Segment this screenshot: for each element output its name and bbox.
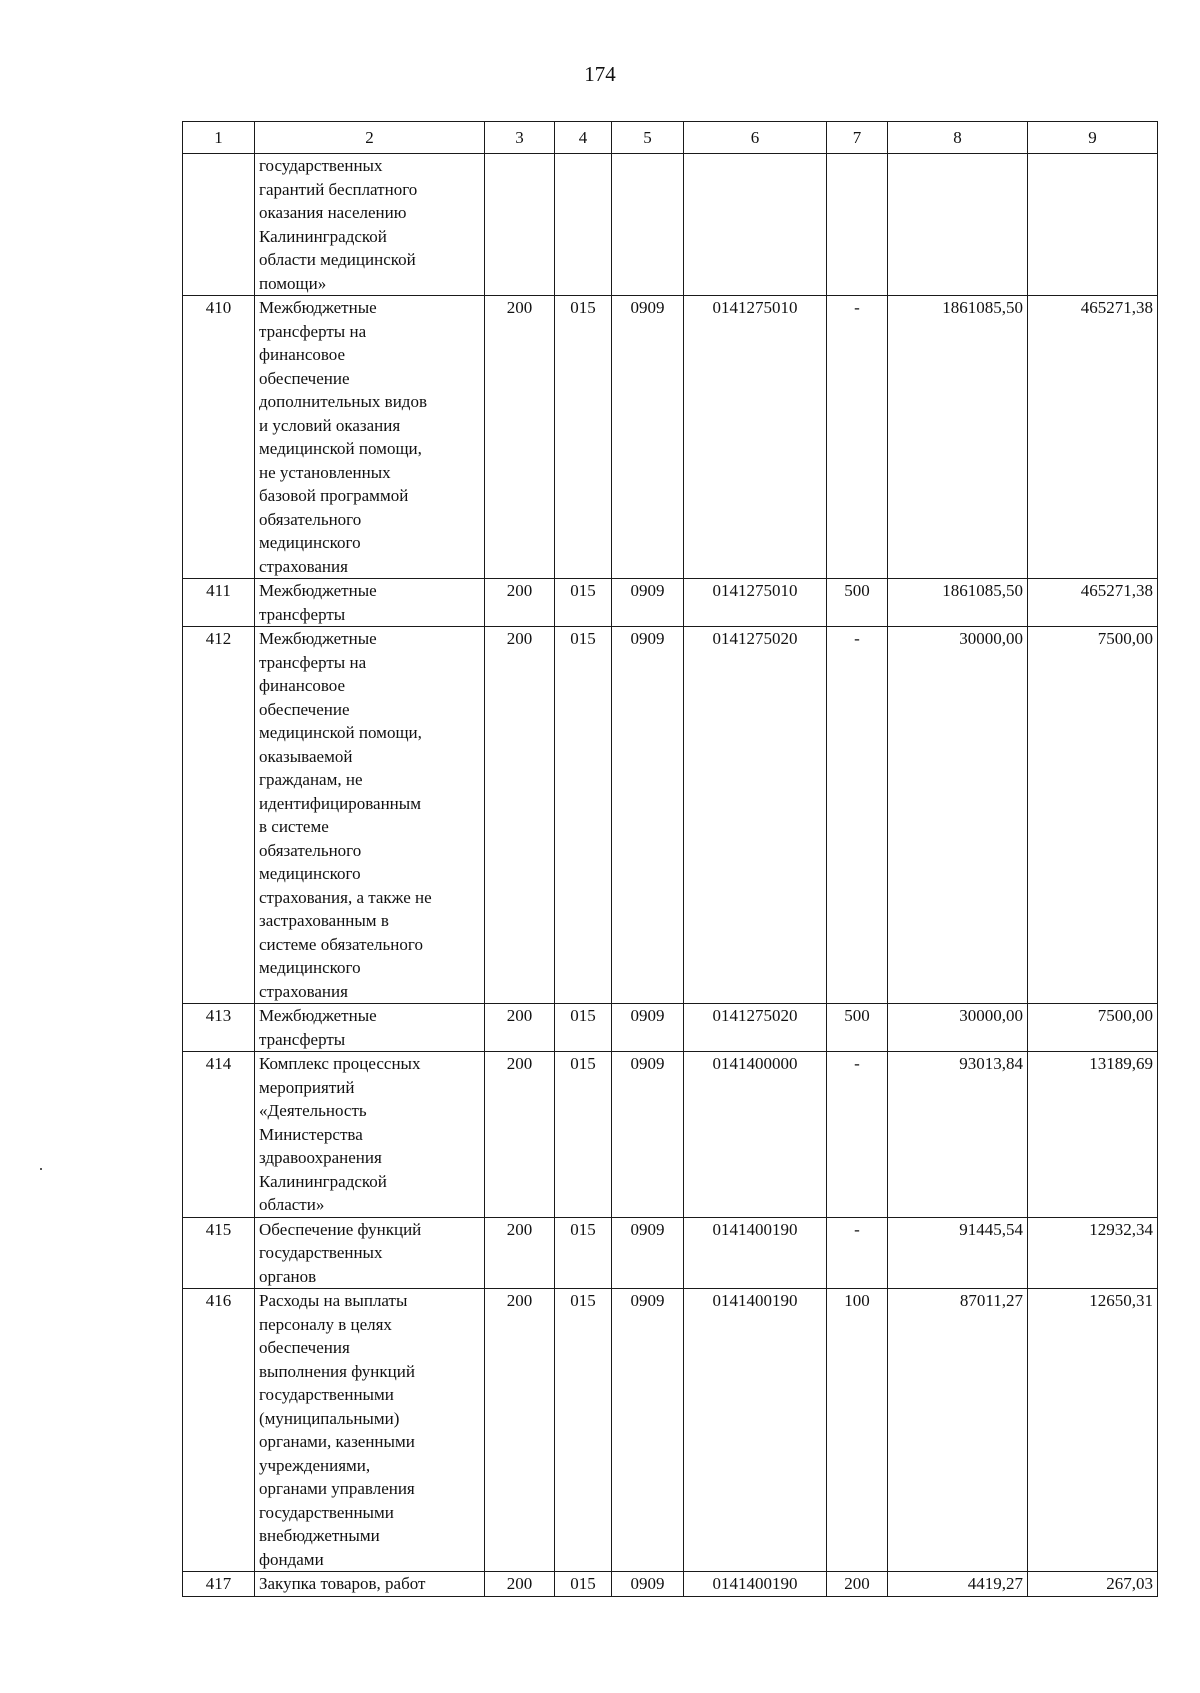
cell-col-5: 0909 bbox=[612, 1572, 684, 1597]
cell-item-name: Межбюджетные трансферты bbox=[255, 579, 485, 627]
cell-item-name: Расходы на выплаты персоналу в целях обеспечения выполнения функций государственными (муниципальными) органами, казенными учреждениями, органами управления государственными внебюджетными фондами bbox=[255, 1289, 485, 1572]
cell-col-4: 015 bbox=[555, 296, 612, 579]
cell-col-7: - bbox=[827, 296, 888, 579]
cell-col-5: 0909 bbox=[612, 296, 684, 579]
cell-amount-col-9: 7500,00 bbox=[1028, 627, 1158, 1004]
header-col-6: 6 bbox=[684, 122, 827, 154]
page-number: 174 bbox=[584, 62, 616, 86]
header-col-4: 4 bbox=[555, 122, 612, 154]
cell-amount-col-9: 465271,38 bbox=[1028, 579, 1158, 627]
cell-row-number: 417 bbox=[183, 1572, 255, 1597]
cell-col-3: 200 bbox=[485, 1572, 555, 1597]
cell-col-5: 0909 bbox=[612, 1052, 684, 1218]
cell-col-3: 200 bbox=[485, 579, 555, 627]
cell-item-name: Межбюджетные трансферты bbox=[255, 1004, 485, 1052]
cell-amount-col-8: 4419,27 bbox=[888, 1572, 1028, 1597]
cell-amount-col-8: 1861085,50 bbox=[888, 296, 1028, 579]
cell-col-5: 0909 bbox=[612, 1004, 684, 1052]
cell-col-4: 015 bbox=[555, 1289, 612, 1572]
cell-col-7: 500 bbox=[827, 579, 888, 627]
table-row bbox=[183, 1004, 1158, 1052]
cell-col-5 bbox=[612, 154, 684, 296]
cell-amount-col-9 bbox=[1028, 154, 1158, 296]
cell-col-5: 0909 bbox=[612, 1217, 684, 1289]
cell-col-7: - bbox=[827, 1052, 888, 1218]
cell-row-number: 410 bbox=[183, 296, 255, 579]
cell-item-name: Комплекс процессных мероприятий «Деятельность Министерства здравоохранения Калининградской области» bbox=[255, 1052, 485, 1218]
cell-col-4: 015 bbox=[555, 1572, 612, 1597]
cell-col-3: 200 bbox=[485, 627, 555, 1004]
cell-row-number: 416 bbox=[183, 1289, 255, 1572]
cell-row-number: 414 bbox=[183, 1052, 255, 1218]
cell-col-3: 200 bbox=[485, 1052, 555, 1218]
cell-row-number bbox=[183, 154, 255, 296]
cell-amount-col-8: 93013,84 bbox=[888, 1052, 1028, 1218]
cell-amount-col-8: 1861085,50 bbox=[888, 579, 1028, 627]
cell-col-5: 0909 bbox=[612, 579, 684, 627]
cell-amount-col-9: 12650,31 bbox=[1028, 1289, 1158, 1572]
cell-col-3: 200 bbox=[485, 296, 555, 579]
cell-row-number: 413 bbox=[183, 1004, 255, 1052]
cell-col-7: 500 bbox=[827, 1004, 888, 1052]
header-col-3: 3 bbox=[485, 122, 555, 154]
table-row bbox=[183, 1289, 1158, 1572]
table-body bbox=[183, 154, 1158, 1597]
cell-item-name: Межбюджетные трансферты на финансовое обеспечение медицинской помощи, оказываемой гражданам, не идентифицированным в системе обязательного медицинского страхования, а также не застрахованным в системе обязательного медицинского страхования bbox=[255, 627, 485, 1004]
cell-col-3: 200 bbox=[485, 1289, 555, 1572]
header-col-8: 8 bbox=[888, 122, 1028, 154]
cell-classification-code: 0141400190 bbox=[684, 1289, 827, 1572]
cell-col-7 bbox=[827, 154, 888, 296]
cell-col-7: - bbox=[827, 627, 888, 1004]
cell-col-3: 200 bbox=[485, 1004, 555, 1052]
cell-col-4: 015 bbox=[555, 627, 612, 1004]
cell-amount-col-9: 12932,34 bbox=[1028, 1217, 1158, 1289]
cell-col-4: 015 bbox=[555, 1217, 612, 1289]
cell-amount-col-9: 465271,38 bbox=[1028, 296, 1158, 579]
table-row bbox=[183, 1217, 1158, 1289]
table-row bbox=[183, 1572, 1158, 1597]
cell-item-name: государственных гарантий бесплатного оказания населению Калининградской области медицинской помощи» bbox=[255, 154, 485, 296]
cell-col-7: 100 bbox=[827, 1289, 888, 1572]
cell-classification-code: 0141275020 bbox=[684, 1004, 827, 1052]
table-row bbox=[183, 154, 1158, 296]
cell-classification-code: 0141275010 bbox=[684, 296, 827, 579]
cell-amount-col-9: 267,03 bbox=[1028, 1572, 1158, 1597]
cell-row-number: 411 bbox=[183, 579, 255, 627]
cell-amount-col-8 bbox=[888, 154, 1028, 296]
cell-classification-code: 0141400190 bbox=[684, 1572, 827, 1597]
cell-amount-col-8: 30000,00 bbox=[888, 627, 1028, 1004]
table-row bbox=[183, 296, 1158, 579]
cell-col-7: 200 bbox=[827, 1572, 888, 1597]
cell-classification-code: 0141275010 bbox=[684, 579, 827, 627]
cell-col-4 bbox=[555, 154, 612, 296]
cell-classification-code: 0141275020 bbox=[684, 627, 827, 1004]
cell-item-name: Обеспечение функций государственных органов bbox=[255, 1217, 485, 1289]
cell-col-3: 200 bbox=[485, 1217, 555, 1289]
header-col-2: 2 bbox=[255, 122, 485, 154]
table-row bbox=[183, 627, 1158, 1004]
cell-row-number: 412 bbox=[183, 627, 255, 1004]
cell-classification-code: 0141400190 bbox=[684, 1217, 827, 1289]
cell-amount-col-8: 91445,54 bbox=[888, 1217, 1028, 1289]
cell-amount-col-8: 30000,00 bbox=[888, 1004, 1028, 1052]
cell-amount-col-9: 13189,69 bbox=[1028, 1052, 1158, 1218]
cell-classification-code: 0141400000 bbox=[684, 1052, 827, 1218]
cell-row-number: 415 bbox=[183, 1217, 255, 1289]
table-row bbox=[183, 1052, 1158, 1218]
header-col-7: 7 bbox=[827, 122, 888, 154]
table-row bbox=[183, 579, 1158, 627]
header-row bbox=[183, 122, 1158, 154]
cell-col-3 bbox=[485, 154, 555, 296]
budget-table bbox=[182, 121, 1158, 1597]
cell-col-4: 015 bbox=[555, 579, 612, 627]
header-col-1: 1 bbox=[183, 122, 255, 154]
cell-classification-code bbox=[684, 154, 827, 296]
scan-artifact bbox=[40, 1168, 42, 1170]
cell-amount-col-8: 87011,27 bbox=[888, 1289, 1028, 1572]
cell-col-5: 0909 bbox=[612, 1289, 684, 1572]
cell-col-7: - bbox=[827, 1217, 888, 1289]
header-col-9: 9 bbox=[1028, 122, 1158, 154]
table-header bbox=[183, 122, 1158, 154]
header-col-5: 5 bbox=[612, 122, 684, 154]
cell-col-5: 0909 bbox=[612, 627, 684, 1004]
cell-item-name: Закупка товаров, работ bbox=[255, 1572, 485, 1597]
cell-item-name: Межбюджетные трансферты на финансовое обеспечение дополнительных видов и условий оказания медицинской помощи, не установленных базовой программой обязательного медицинского страхования bbox=[255, 296, 485, 579]
cell-col-4: 015 bbox=[555, 1004, 612, 1052]
cell-amount-col-9: 7500,00 bbox=[1028, 1004, 1158, 1052]
cell-col-4: 015 bbox=[555, 1052, 612, 1218]
